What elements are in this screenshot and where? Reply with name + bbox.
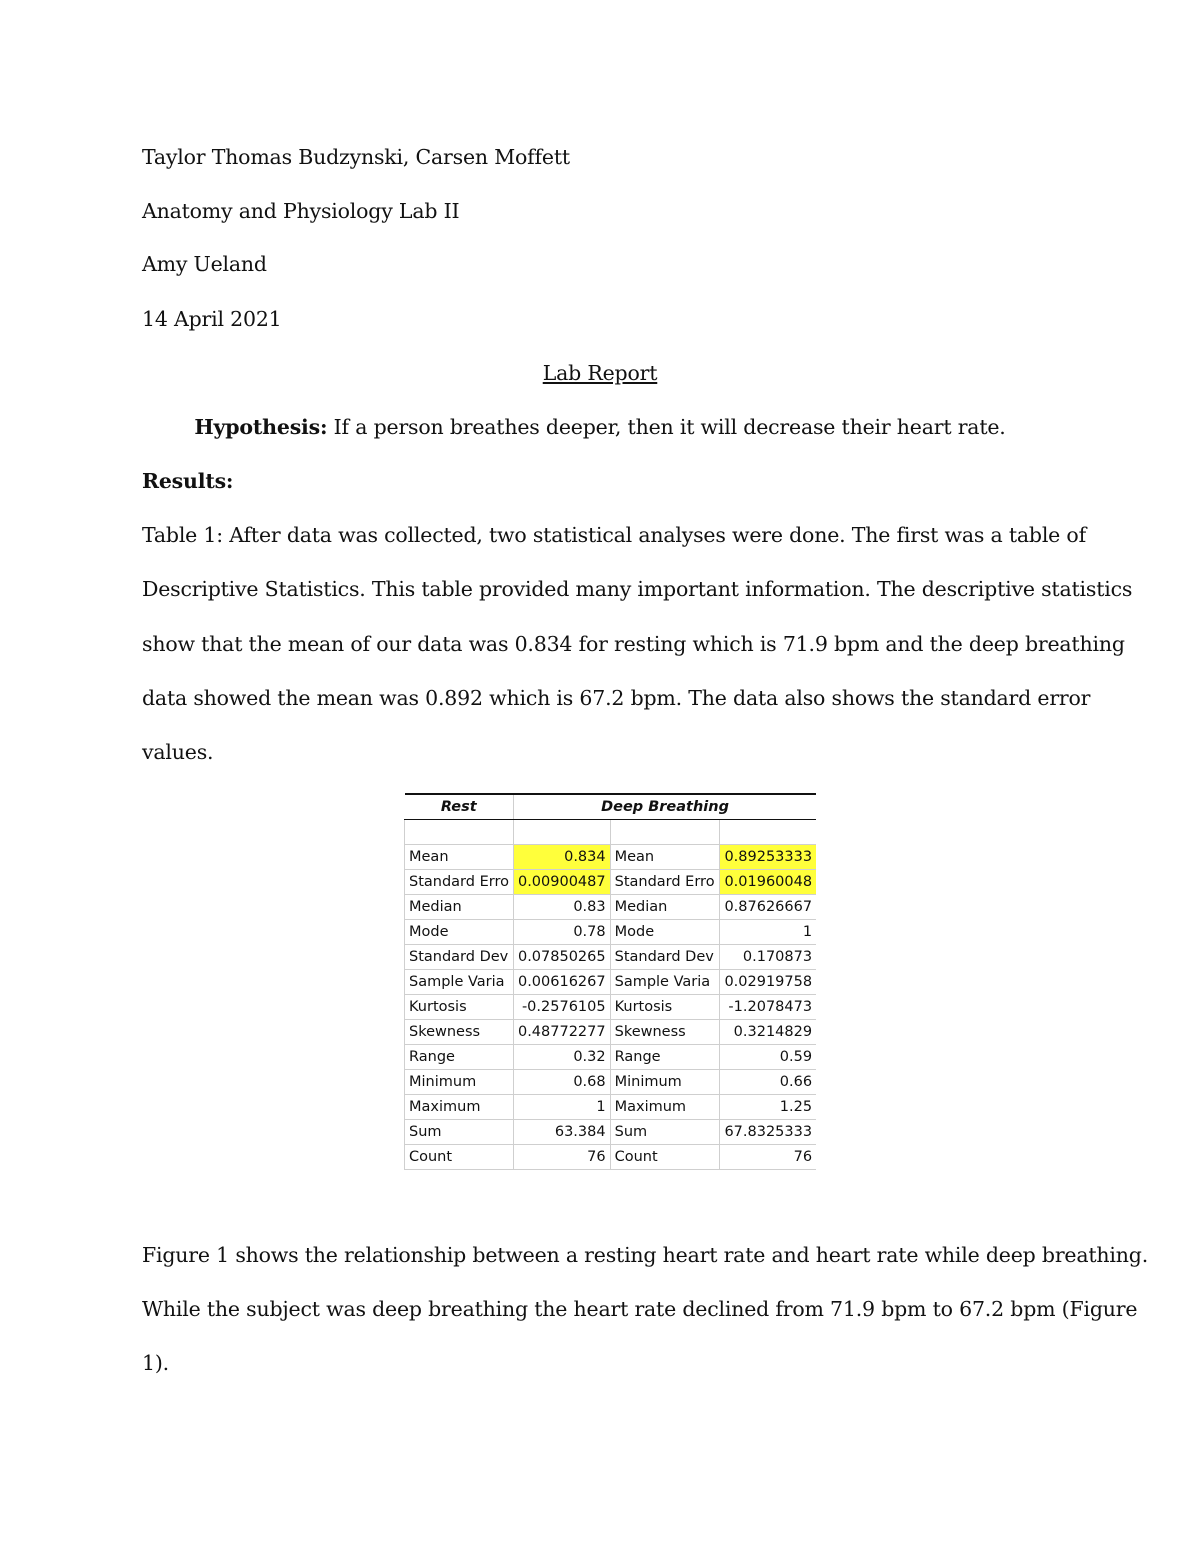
rest-stat-value: 76 xyxy=(513,1145,610,1170)
deep-stat-value: 0.66 xyxy=(719,1070,816,1095)
rest-stat-value: -0.2576105 xyxy=(513,995,610,1020)
deep-stat-label: Mean xyxy=(610,845,719,870)
rest-stat-label: Sample Varia xyxy=(405,970,514,995)
rest-stat-value: 0.07850265 xyxy=(513,945,610,970)
rest-stat-label: Count xyxy=(405,1145,514,1170)
deep-stat-value: 0.170873 xyxy=(719,945,816,970)
paragraph1-line-1: Table 1: After data was collected, two statistical analyses were done. The first was a table of xyxy=(142,523,1086,547)
rest-stat-label: Mode xyxy=(405,920,514,945)
deep-stat-value: 0.3214829 xyxy=(719,1020,816,1045)
rest-stat-label: Mean xyxy=(405,845,514,870)
table-row xyxy=(405,1020,817,1045)
deep-stat-label: Standard Erro xyxy=(610,870,719,895)
table-row xyxy=(405,1095,817,1120)
deep-stat-label: Mode xyxy=(610,920,719,945)
rest-stat-label: Kurtosis xyxy=(405,995,514,1020)
deep-stat-value: 0.02919758 xyxy=(719,970,816,995)
header-deep-breathing: Deep Breathing xyxy=(513,794,816,820)
table-body xyxy=(405,794,817,1170)
deep-stat-value: 0.01960048 xyxy=(719,870,816,895)
rest-stat-value: 0.32 xyxy=(513,1045,610,1070)
rest-stat-value: 0.78 xyxy=(513,920,610,945)
rest-stat-label: Sum xyxy=(405,1120,514,1145)
rest-stat-value: 0.834 xyxy=(513,845,610,870)
table-row xyxy=(405,970,817,995)
paragraph2-line-3: 1). xyxy=(142,1351,169,1375)
instructor-line: Amy Ueland xyxy=(142,252,267,276)
table-row xyxy=(405,1045,817,1070)
report-title: Lab Report xyxy=(542,361,658,385)
rest-stat-value: 0.00900487 xyxy=(513,870,610,895)
rest-stat-value: 0.83 xyxy=(513,895,610,920)
rest-stat-label: Maximum xyxy=(405,1095,514,1120)
authors-line: Taylor Thomas Budzynski, Carsen Moffett xyxy=(142,145,570,169)
paragraph1-line-3: show that the mean of our data was 0.834 for resting which is 71.9 bpm and the deep breathing xyxy=(142,632,1125,656)
table-row xyxy=(405,920,817,945)
deep-stat-label: Kurtosis xyxy=(610,995,719,1020)
rest-stat-label: Range xyxy=(405,1045,514,1070)
rest-stat-value: 0.68 xyxy=(513,1070,610,1095)
table-blank-row xyxy=(405,820,817,845)
deep-stat-label: Sample Varia xyxy=(610,970,719,995)
deep-stat-value: 1 xyxy=(719,920,816,945)
table-header-row xyxy=(405,794,817,820)
rest-stat-value: 1 xyxy=(513,1095,610,1120)
table-row xyxy=(405,1120,817,1145)
rest-stat-label: Standard Erro xyxy=(405,870,514,895)
rest-stat-label: Median xyxy=(405,895,514,920)
rest-stat-value: 63.384 xyxy=(513,1120,610,1145)
header-rest: Rest xyxy=(405,794,514,820)
hypothesis-line xyxy=(0,415,1200,439)
deep-stat-label: Standard Dev xyxy=(610,945,719,970)
hypothesis-label: Hypothesis: xyxy=(194,415,328,439)
descriptive-statistics-table xyxy=(404,793,816,1170)
deep-stat-label: Median xyxy=(610,895,719,920)
deep-stat-value: 67.8325333 xyxy=(719,1120,816,1145)
deep-stat-value: 0.59 xyxy=(719,1045,816,1070)
rest-stat-label: Skewness xyxy=(405,1020,514,1045)
deep-stat-label: Sum xyxy=(610,1120,719,1145)
table-row xyxy=(405,945,817,970)
paragraph2-line-2: While the subject was deep breathing the heart rate declined from 71.9 bpm to 67.2 bpm (Figure xyxy=(142,1297,1138,1321)
deep-stat-value: 0.89253333 xyxy=(719,845,816,870)
paragraph1-line-2: Descriptive Statistics. This table provided many important information. The descriptive statistics xyxy=(142,577,1133,601)
rest-stat-value: 0.00616267 xyxy=(513,970,610,995)
results-heading: Results: xyxy=(142,469,234,493)
deep-stat-value: 0.87626667 xyxy=(719,895,816,920)
course-line: Anatomy and Physiology Lab II xyxy=(142,199,460,223)
hypothesis-text: If a person breathes deeper, then it will decrease their heart rate. xyxy=(327,415,1006,439)
deep-stat-label: Maximum xyxy=(610,1095,719,1120)
deep-stat-label: Range xyxy=(610,1045,719,1070)
date-line: 14 April 2021 xyxy=(142,307,282,331)
deep-stat-value: 76 xyxy=(719,1145,816,1170)
deep-stat-value: 1.25 xyxy=(719,1095,816,1120)
table-row xyxy=(405,1070,817,1095)
table-row xyxy=(405,995,817,1020)
rest-stat-value: 0.48772277 xyxy=(513,1020,610,1045)
paragraph1-line-5: values. xyxy=(142,740,214,764)
paragraph1-line-4: data showed the mean was 0.892 which is 67.2 bpm. The data also shows the standard error xyxy=(142,686,1091,710)
table-row xyxy=(405,895,817,920)
deep-stat-label: Skewness xyxy=(610,1020,719,1045)
rest-stat-label: Minimum xyxy=(405,1070,514,1095)
table-row xyxy=(405,870,817,895)
deep-stat-label: Minimum xyxy=(610,1070,719,1095)
deep-stat-label: Count xyxy=(610,1145,719,1170)
table-row xyxy=(405,845,817,870)
deep-stat-value: -1.2078473 xyxy=(719,995,816,1020)
rest-stat-label: Standard Dev xyxy=(405,945,514,970)
table-row xyxy=(405,1145,817,1170)
paragraph2-line-1: Figure 1 shows the relationship between a resting heart rate and heart rate while deep breathing. xyxy=(142,1243,1149,1267)
